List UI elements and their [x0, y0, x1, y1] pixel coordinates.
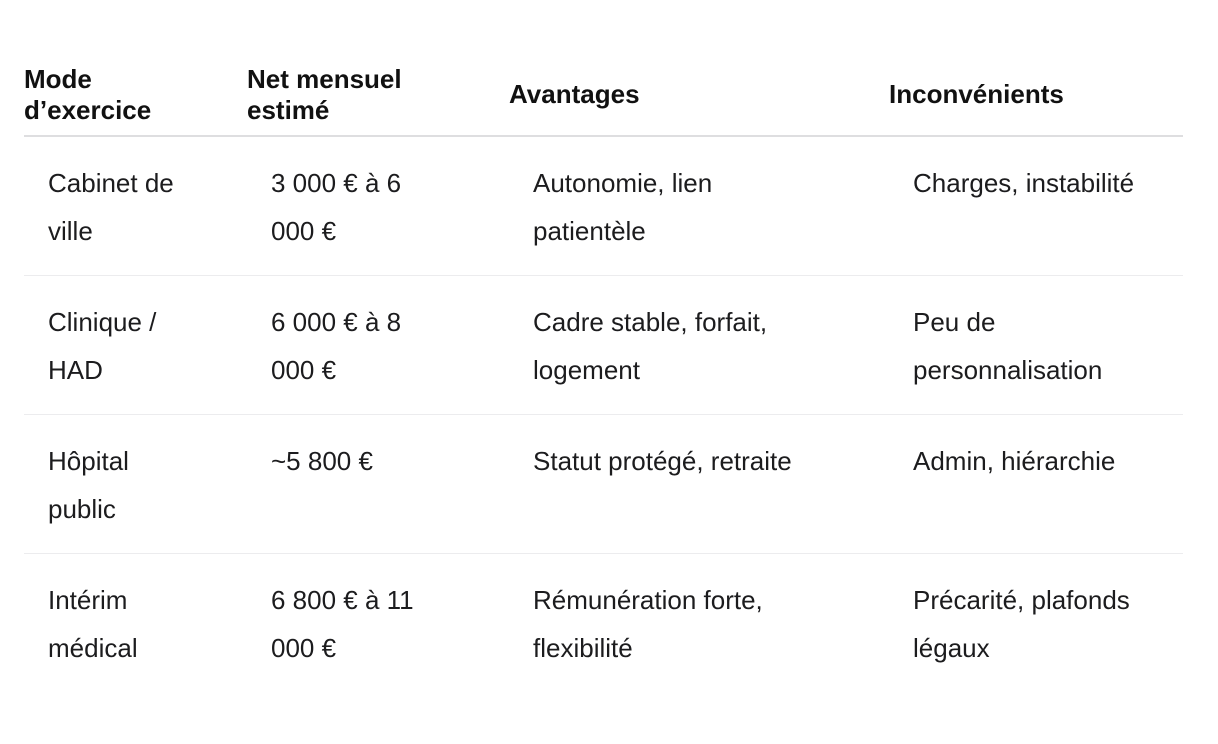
- cell-mode: [24, 415, 247, 554]
- header-row: [24, 54, 1183, 136]
- cell-mode: [24, 554, 247, 693]
- header-advantages: [509, 54, 889, 136]
- cell-mode-line: Cabinet de: [48, 168, 174, 198]
- cell-advantages-line: flexibilité: [533, 633, 633, 663]
- header-net-line: estimé: [247, 94, 330, 125]
- header-mode-line: d’exercice: [24, 94, 152, 125]
- header-net: [247, 54, 509, 136]
- table-row: [24, 415, 1183, 554]
- table-row: [24, 554, 1183, 693]
- cell-mode-line: ville: [48, 216, 93, 246]
- cell-drawbacks-line: Admin, hiérarchie: [913, 446, 1116, 476]
- cell-mode: [24, 276, 247, 415]
- cell-mode-line: médical: [48, 633, 138, 663]
- header-mode-line: Mode: [24, 63, 92, 94]
- cell-net-line: 3 000 € à 6: [271, 168, 402, 198]
- cell-drawbacks-line: Peu de: [913, 307, 996, 337]
- table-row: [24, 136, 1183, 276]
- cell-mode-line: Hôpital: [48, 446, 129, 476]
- header-drawbacks: [889, 54, 1183, 136]
- cell-mode-line: Clinique /: [48, 307, 157, 337]
- cell-drawbacks-line: légaux: [913, 633, 990, 663]
- header-net-line: Net mensuel: [247, 63, 402, 94]
- cell-advantages-line: logement: [533, 355, 640, 385]
- cell-net-line: ~5 800 €: [271, 446, 373, 476]
- cell-mode-line: Intérim: [48, 585, 128, 615]
- cell-drawbacks-line: Précarité, plafonds: [913, 585, 1130, 615]
- cell-advantages: [509, 276, 889, 415]
- header-mode: [24, 54, 247, 136]
- table-body: [24, 136, 1183, 692]
- cell-mode-line: HAD: [48, 355, 103, 385]
- comparison-table: [24, 54, 1183, 692]
- header-advantages-label: Avantages: [509, 79, 640, 109]
- cell-net-line: 6 800 € à 11: [271, 585, 414, 615]
- cell-advantages-line: Rémunération forte,: [533, 585, 763, 615]
- cell-net-line: 6 000 € à 8: [271, 307, 402, 337]
- comparison-table-container: [24, 54, 1183, 692]
- cell-net: [247, 276, 509, 415]
- cell-drawbacks-line: personnalisation: [913, 355, 1103, 385]
- cell-net-line: 000 €: [271, 633, 337, 663]
- table-header: [24, 54, 1183, 136]
- cell-net: [247, 136, 509, 276]
- cell-advantages: [509, 136, 889, 276]
- cell-mode-line: public: [48, 494, 116, 524]
- cell-drawbacks: [889, 415, 1183, 554]
- cell-net: [247, 415, 509, 554]
- cell-drawbacks: [889, 554, 1183, 693]
- cell-net-line: 000 €: [271, 355, 337, 385]
- cell-advantages-line: patientèle: [533, 216, 646, 246]
- cell-net-line: 000 €: [271, 216, 337, 246]
- cell-advantages-line: Statut protégé, retraite: [533, 446, 792, 476]
- header-drawbacks-label: Inconvénients: [889, 79, 1064, 109]
- table-row: [24, 276, 1183, 415]
- cell-advantages: [509, 554, 889, 693]
- cell-mode: [24, 136, 247, 276]
- cell-drawbacks: [889, 136, 1183, 276]
- cell-net: [247, 554, 509, 693]
- cell-advantages: [509, 415, 889, 554]
- cell-drawbacks-line: Charges, instabilité: [913, 168, 1135, 198]
- cell-advantages-line: Cadre stable, forfait,: [533, 307, 768, 337]
- cell-drawbacks: [889, 276, 1183, 415]
- cell-advantages-line: Autonomie, lien: [533, 168, 713, 198]
